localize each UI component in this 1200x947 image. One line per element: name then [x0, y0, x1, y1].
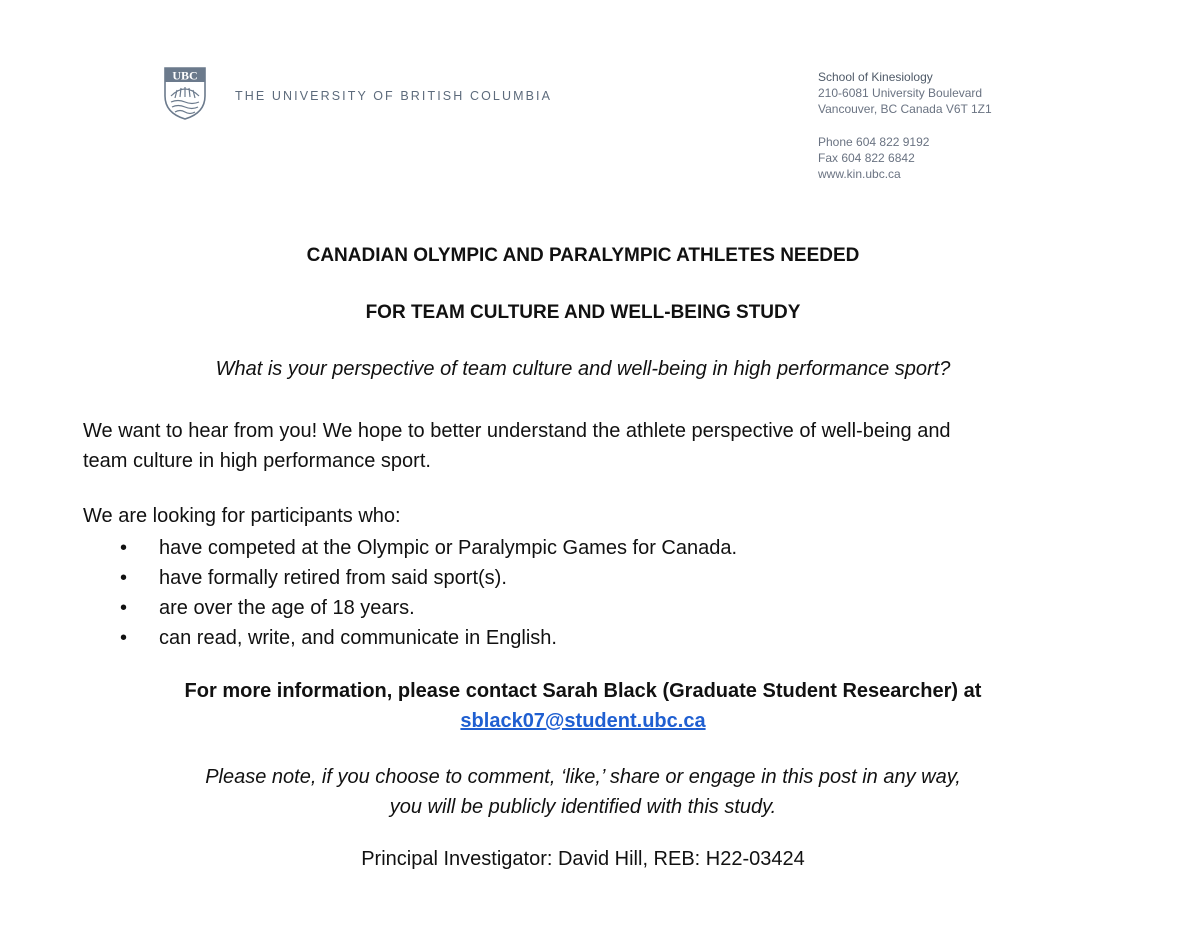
bullet-icon: • — [120, 597, 128, 619]
criteria-item — [83, 623, 737, 653]
department-address-block — [818, 69, 992, 182]
contact-text: For more information, please contact Sarah Black (Graduate Student Researcher) at — [184, 680, 982, 702]
contact-block — [0, 676, 1166, 736]
criteria-text: are over the age of 18 years. — [159, 597, 415, 619]
bullet-icon: • — [120, 537, 128, 559]
intro-paragraph — [83, 416, 1083, 476]
phone-number: Phone 604 822 9192 — [818, 135, 930, 149]
criteria-item — [83, 593, 737, 623]
bullet-icon: • — [120, 567, 128, 589]
intro-line: team culture in high performance sport. — [83, 450, 431, 472]
headline-line-1: CANADIAN OLYMPIC AND PARALYMPIC ATHLETES NEEDED — [306, 245, 860, 266]
criteria-text: have formally retired from said sport(s). — [159, 567, 507, 589]
criteria-heading: We are looking for participants who: — [83, 505, 401, 527]
department-name: School of Kinesiology — [818, 70, 933, 84]
website: www.kin.ubc.ca — [818, 167, 901, 181]
university-name: THE UNIVERSITY OF BRITISH COLUMBIA — [235, 89, 553, 103]
principal-investigator: Principal Investigator: David Hill, REB: H22-03424 — [361, 848, 805, 870]
contact-email-link[interactable]: sblack07@student.ubc.ca — [460, 710, 706, 732]
bullet-icon: • — [120, 627, 128, 649]
criteria-list — [83, 533, 737, 653]
study-question: What is your perspective of team culture and well-being in high performance sport? — [215, 358, 951, 380]
fax-number: Fax 604 822 6842 — [818, 151, 915, 165]
ubc-logo — [163, 66, 207, 120]
criteria-item — [83, 533, 737, 563]
svg-text:UBC: UBC — [172, 68, 198, 83]
criteria-item — [83, 563, 737, 593]
criteria-text: have competed at the Olympic or Paralympic Games for Canada. — [159, 537, 738, 559]
privacy-note — [0, 762, 1166, 822]
note-line: you will be publicly identified with this study. — [389, 796, 777, 818]
intro-line: We want to hear from you! We hope to better understand the athlete perspective of well-being and — [83, 420, 951, 442]
note-line: Please note, if you choose to comment, ‘like,’ share or engage in this post in any way, — [205, 766, 961, 788]
address-line: Vancouver, BC Canada V6T 1Z1 — [818, 102, 992, 116]
criteria-text: can read, write, and communicate in English. — [159, 627, 557, 649]
headline-line-2: FOR TEAM CULTURE AND WELL-BEING STUDY — [365, 302, 801, 323]
address-line: 210-6081 University Boulevard — [818, 86, 983, 100]
